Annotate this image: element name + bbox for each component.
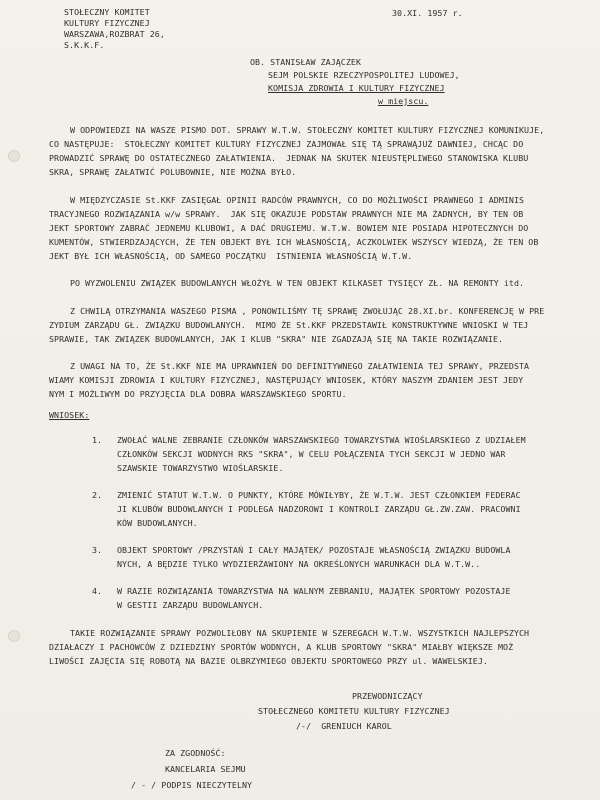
- item-number: 4.: [92, 586, 103, 596]
- body-line: SPRAWIE, TAK ZWIĄZEK BUDOWLANYCH, JAK I KLUB "SKRA" NIE ZGADZAJĄ SIĘ NA TAKIE ROZWIĄZANIE.: [49, 334, 504, 344]
- body-line: W ODPOWIEDZI NA WASZE PISMO DOT. SPRAWY W.T.W. STOŁECZNY KOMITET KULTURY FIZYCZNEJ KOMUNIKUJE,: [70, 125, 545, 135]
- item-number: 3.: [92, 545, 103, 555]
- body-line: TAKIE ROZWIĄZANIE SPRAWY POZWOLIŁOBY NA SKUPIENIE W SZEREGACH W.T.W. WSZYSTKICH NAJLEPSZYCH: [70, 628, 530, 638]
- sender-line: S.K.K.F.: [64, 40, 105, 50]
- item-line: NYCH, A BĘDZIE TYLKO WYDZIERŻAWIONY NA OKREŚLONYCH WARUNKACH DLA W.T.W..: [117, 559, 481, 569]
- sender-line: KULTURY FIZYCZNEJ: [64, 18, 150, 28]
- certification-line: / - / PODPIS NIECZYTELNY: [131, 780, 253, 790]
- body-line: DZIAŁACZY I PACHOWCÓW Z DZIEDZINY SPORTÓW WODNYCH, A KLUB SPORTOWY "SKRA" MIAŁBY WIĘKSZE MOŻ: [49, 642, 514, 652]
- item-line: W RAZIE ROZWIĄZANIA TOWARZYSTWA NA WALNYM ZEBRANIU, MAJĄTEK SPORTOWY POZOSTAJE: [117, 586, 511, 596]
- punch-hole: [8, 630, 20, 642]
- body-line: TRACYJNEGO ROZWIĄZANIA w/w SPRAWY. JAK SIĘ OKAZUJE PODSTAW PRAWNYCH NIE MA ŻADNYCH, BY TEN OB: [49, 209, 524, 219]
- signature-title: PRZEWODNICZĄCY: [352, 691, 423, 701]
- item-line: W GESTII ZARZĄDU BUDOWLANYCH.: [117, 600, 264, 610]
- body-line: ZYDIUM ZARZĄDU GŁ. ZWIĄZKU BUDOWLANYCH. MIMO ŻE St.KKF PRZEDSTAWIŁ KONSTRUKTYWNE WNIOSKI W TEJ: [49, 320, 529, 330]
- item-line: SZAWSKIE TOWARZYSTWO WIOŚLARSKIE.: [117, 463, 284, 473]
- recipient-line: OB. STANISŁAW ZAJĄCZEK: [250, 57, 361, 67]
- signature-org: STOŁECZNEGO KOMITETU KULTURY FIZYCZNEJ: [258, 706, 450, 716]
- recipient-line: KOMISJA ZDROWIA I KULTURY FIZYCZNEJ: [268, 83, 445, 93]
- body-line: W MIĘDZYCZASIE St.KKF ZASIĘGAŁ OPINII RADCÓW PRAWNYCH, CO DO MOŻLIWOŚCI PRAWNEGO I ADMINIS: [70, 195, 525, 205]
- item-line: KÓW BUDOWLANYCH.: [117, 518, 198, 528]
- item-line: JI KLUBÓW BUDOWLANYCH I PODLEGA NADZOROWI I KONTROLI ZARZĄDU GŁ.ZW.ZAW. PRACOWNI: [117, 504, 521, 514]
- item-line: ZWOŁAĆ WALNE ZEBRANIE CZŁONKÓW WARSZAWSKIEGO TOWARZYSTWA WIOŚLARSKIEGO Z UDZIAŁEM: [117, 435, 526, 445]
- item-line: OBJEKT SPORTOWY /PRZYSTAŃ I CAŁY MAJĄTEK/ POZOSTAJE WŁASNOŚCIĄ ZWIĄZKU BUDOWLA: [117, 545, 511, 555]
- certification-line: KANCELARIA SEJMU: [165, 764, 246, 774]
- body-line: SKRA, SPRAWĘ ZAŁATWIĆ POLUBOWNIE, NIE MOŻNA BYŁO.: [49, 167, 297, 177]
- wnioski-heading: WNIOSEK:: [49, 410, 90, 420]
- sender-line: STOŁECZNY KOMITET: [64, 7, 150, 17]
- sender-line: WARSZAWA,ROZBRAT 26,: [64, 29, 165, 39]
- body-line: PROWADZIĆ SPRAWĘ DO OSTATECZNEGO ZAŁATWIENIA. JEDNAK NA SKUTEK NIEUSTĘPLIWEGO STANOWISKA KLUBU: [49, 153, 529, 163]
- body-line: WIAMY KOMISJI ZDROWIA I KULTURY FIZYCZNEJ, NASTĘPUJĄCY WNIOSEK, KTÓRY NASZYM ZDANIEM JEST JEDY: [49, 375, 524, 385]
- body-line: JEKT SPORTOWY ZABRAĆ JEDNEMU KLUBOWI, A DAĆ DRUGIEMU. W.T.W. BOWIEM NIE POSIADA HIPOTECZNYCH DO: [49, 223, 529, 233]
- body-line: NYM I MOŻLIWYM DO PRZYJĘCIA DLA DOBRA WARSZAWSKIEGO SPORTU.: [49, 389, 347, 399]
- body-line: Z CHWILĄ OTRZYMANIA WASZEGO PISMA , PONOWILIŚMY TĘ SPRAWĘ ZWOŁUJĄC 28.XI.br. KONFERENCJĘ W PRE: [70, 306, 545, 316]
- signature-name: /-/ GRENIUCH KAROL: [296, 721, 392, 731]
- body-line: KUMENTÓW, STWIERDZAJĄCYCH, ŻE TEN OBJEKT BYŁ ICH WŁASNOŚCIĄ, ACZKOLWIEK WSZYSCY WIEDZĄ, ŻE TEN OB: [49, 237, 539, 247]
- body-line: Z UWAGI NA TO, ŻE St.KKF NIE MA UPRAWNIEŃ DO DEFINITYWNEGO ZAŁATWIENIA TEJ SPRAWY, PRZEDSTA: [70, 361, 530, 371]
- item-number: 1.: [92, 435, 103, 445]
- punch-hole: [8, 150, 20, 162]
- paragraph-3: PO WYZWOLENIU ZWIĄZEK BUDOWLANYCH WŁOŻYŁ W TEN OBJEKT KILKASET TYSIĘCY ZŁ. NA REMONTY itd.: [70, 278, 525, 288]
- item-line: CZŁONKÓW SEKCJI WODNYCH RKS "SKRA", W CELU POŁĄCZENIA TYCH SEKCJI W JEDNO WAR: [117, 449, 506, 459]
- recipient-line: SEJM POLSKIE RZECZYPOSPOLITEJ LUDOWEJ,: [268, 70, 460, 80]
- body-line: LIWOŚCI ZAJĘCIA SIĘ ROBOTĄ NA BAZIE OLBRZYMIEGO OBJEKTU SPORTOWEGO PRZY ul. WAWELSKIEJ.: [49, 656, 488, 666]
- body-line: CO NASTĘPUJE: STOŁECZNY KOMITET KULTURY FIZYCZNEJ ZAJMOWAŁ SIĘ TĄ SPRAWĄJUŻ DAWNIEJ, CHCĄC DO: [49, 139, 524, 149]
- body-line: JEKT BYŁ ICH WŁASNOŚCIĄ, OD SAMEGO POCZĄTKU ISTNIENIA WŁASNOŚCIĄ W.T.W.: [49, 251, 413, 261]
- letter-date: 30.XI. 1957 r.: [392, 8, 463, 18]
- certification-line: ZA ZGODNOŚĆ:: [165, 748, 226, 758]
- item-line: ZMIENIĆ STATUT W.T.W. O PUNKTY, KTÓRE MÓWIŁYBY, ŻE W.T.W. JEST CZŁONKIEM FEDERAC: [117, 490, 521, 500]
- item-number: 2.: [92, 490, 103, 500]
- recipient-line: w miejscu.: [378, 96, 429, 106]
